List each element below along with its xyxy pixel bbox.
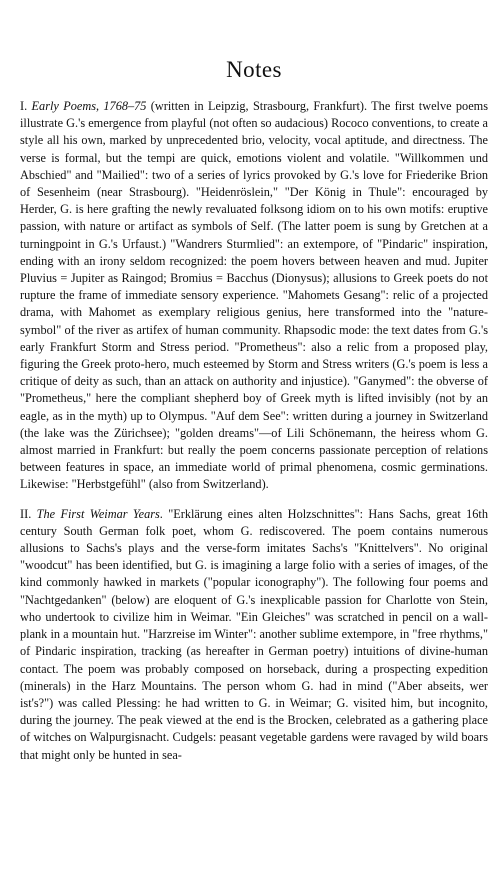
- notes-body: [20, 98, 488, 764]
- note-number: I.: [20, 99, 28, 113]
- note-heading: The First Weimar Years: [36, 506, 160, 521]
- note-section-2: [20, 506, 488, 764]
- note-text: (written in Leipzig, Strasbourg, Frankfurt). The first twelve poems illustrate G.'s emergence from playful (not often so audacious) Rococo conventions, to create a style all his own, marked by unprecedented brio, velocity, vocal aptitude, and directness. The verse is formal, but the tempi are quick, emotions violent and volatile. "Willkommen und Abschied" and "Mailied": two of a series of lyrics provoked by G.'s love for Friederike Brion of Sesenheim (near Strasbourg). "Heidenröslein," "Der König in Thule": encouraged by Herder, G. is here grafting the newly revaluated folksong idiom on to his own motifs: eruptive passion, with nature or artifact as symbols of Self. (The latter poem is sung by Gretchen at a turningpoint in G.'s Urfaust.) "Wandrers Sturmlied": an extempore, of "Pindaric" inspiration, ending with an irony seldom recognized: the poem hovers between heaven and mud. Jupiter Pluvius = Jupiter as Raingod; Bromius = Bacchus (Dionysus); allusions to Greek poets do not rupture the frame of immediate sensory experience. "Mahomets Gesang": relic of a projected drama, with Mahomet as exemplary religious genius, here transformed into the "nature-symbol" of the river as artifex of human community. Rhapsodic mode: the text dates from G.'s early Frankfurt Storm and Stress period. "Prometheus": also a relic from a proposed play, figuring the Greek proto-hero, much esteemed by Storm and Stress writers (G.'s poem is less a critique of deity as such, than an attack on authority and injustice). "Ganymed": the obverse of "Prometheus," here the compliant shepherd boy of Greek myth is lifted invisibly (not by an eagle, as in the myth) up to Olympus. "Auf dem See": written during a journey in Switzerland (the lake was the Zürichsee); "golden dreams"—of Lili Schönemann, the heiress whom G. almost married in Frankfurt: but really the poem concerns passionate perception of relations between features in space, an immediate world of primal phenomena, cosmic germinations. Likewise: "Herbstgefühl" (also from Switzerland).: [20, 99, 489, 492]
- page-title: Notes: [226, 57, 282, 82]
- note-section-1: [20, 98, 488, 494]
- note-heading: Early Poems, 1768–75: [31, 99, 147, 113]
- note-number: II.: [20, 506, 32, 521]
- note-text: . "Erklärung eines alten Holzschnittes": Hans Sachs, great 16th century South German folk poet, whom G. rediscovered. The poem contains numerous allusions to Sachs's plays and the verse-form imitates Sachs's "Knittelvers". No original "woodcut" has been identified, but G. is imagining a large folio with a series of images, of the kind commonly hawked in markets ("popular iconography"). The following four poems and "Nachtgedanken" (below) are eloquent of G.'s inexplicable passion for Charlotte von Stein, who undertook to civilize him in Weimar. "Ein Gleiches" was scratched in pencil on a wall-plank in a mountain hut. "Harzreise im Winter": another sublime extempore, in "free rhythms," of Pindaric inspiration, tracking (as hereafter in German poetry) intuitions of divine-human contact. The poem was probably composed on horseback, during a prospecting expedition (minerals) in the Harz Mountains. The person whom G. had in mind ("Aber abseits, wer ist's?") was called Plessing: he had written to G. in Weimar; G. visited him, but incognito, during the journey. The peak viewed at the end is the Brocken, celebrated as a gathering place of witches on Walpurgisnacht. Cudgels: peasant vegetable gardens were ravaged by wild boars that might only be hunted in sea-: [20, 506, 488, 762]
